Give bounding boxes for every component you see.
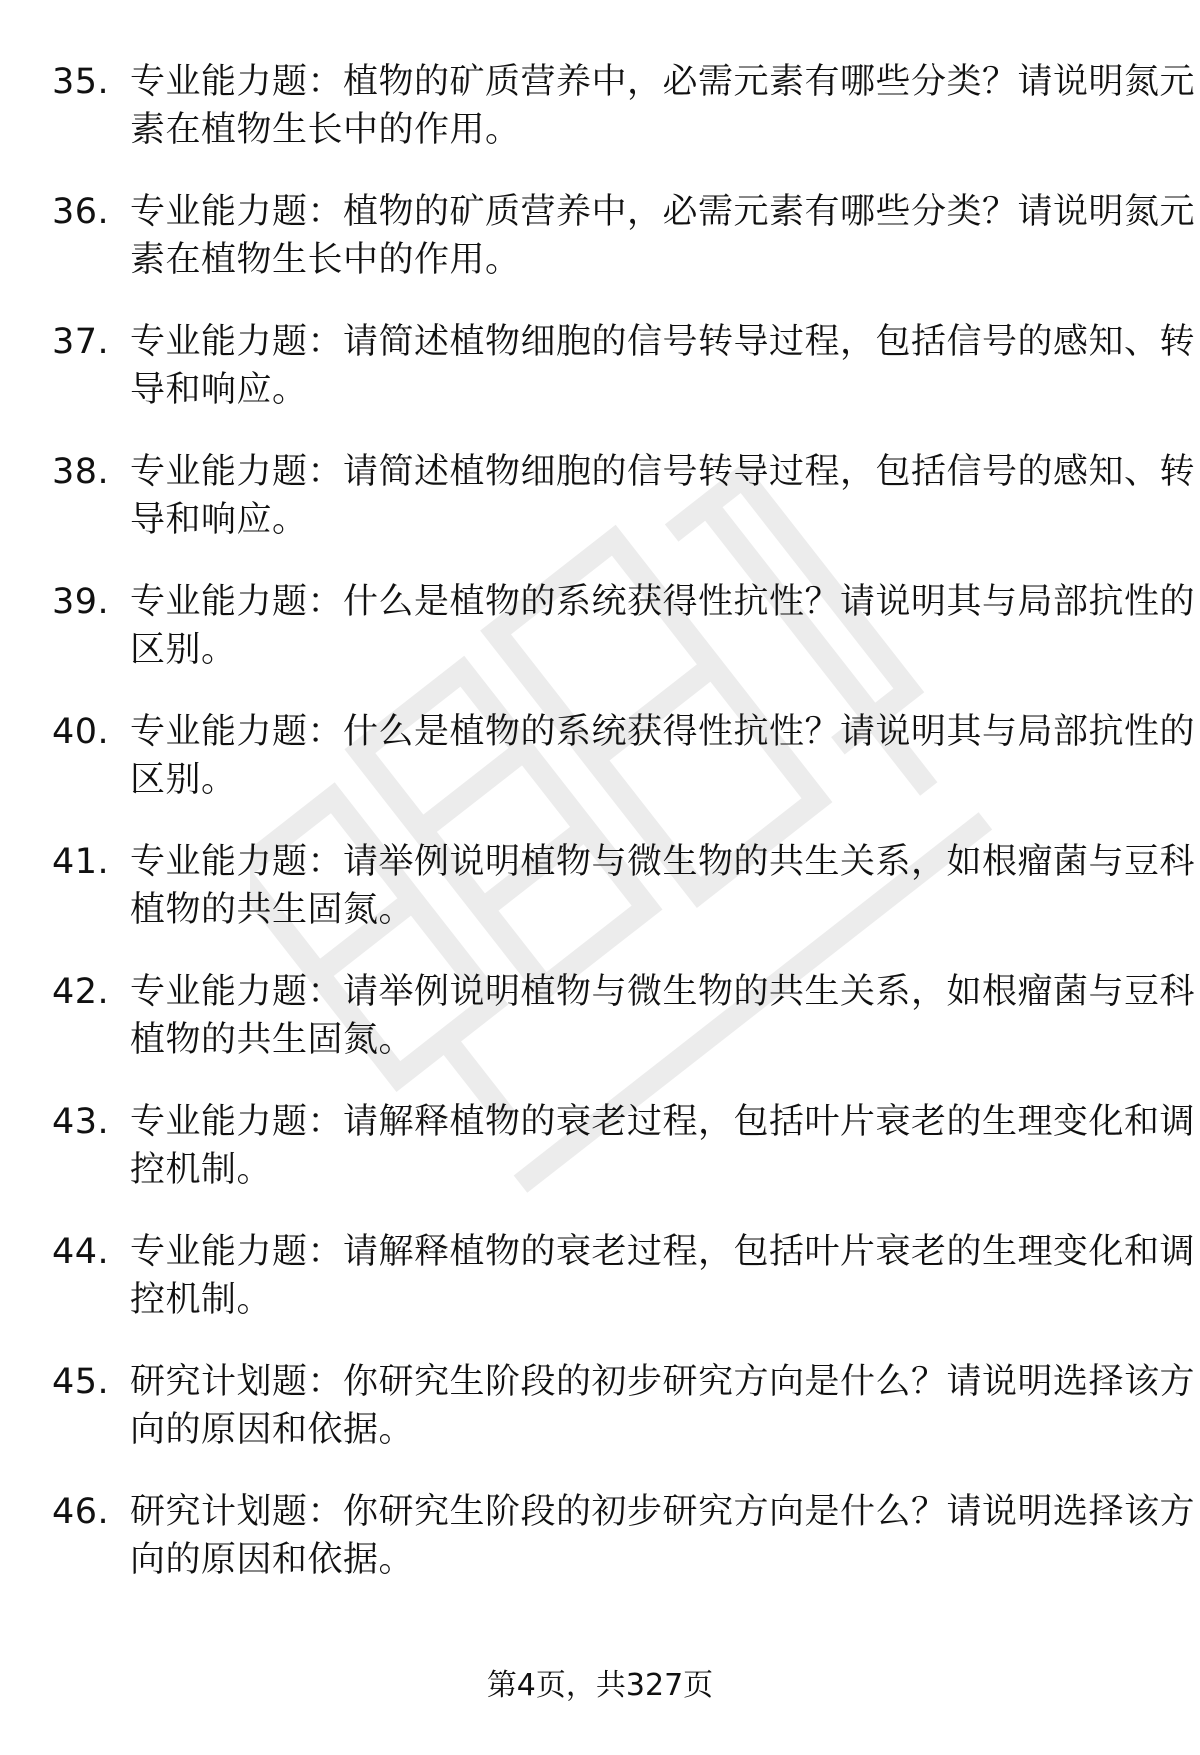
question-number: 39. xyxy=(52,582,110,622)
question-text: 专业能力题：请解释植物的衰老过程，包括叶片衰老的生理变化和调控机制。 xyxy=(130,1232,1196,1320)
page-number-label: 第4页，共327页 xyxy=(486,1668,714,1703)
question-text: 专业能力题：请解释植物的衰老过程，包括叶片衰老的生理变化和调控机制。 xyxy=(130,1102,1196,1190)
list-item xyxy=(52,1228,1200,1324)
list-item xyxy=(52,578,1200,674)
question-number: 38. xyxy=(52,452,110,492)
question-number: 43. xyxy=(52,1102,110,1142)
question-text: 专业能力题：什么是植物的系统获得性抗性？请说明其与局部抗性的区别。 xyxy=(130,582,1196,670)
list-item xyxy=(52,1488,1200,1584)
question-number: 42. xyxy=(52,972,110,1012)
list-item xyxy=(52,1358,1200,1454)
question-number: 36. xyxy=(52,192,110,232)
question-number: 44. xyxy=(52,1232,110,1272)
list-item xyxy=(52,1098,1200,1194)
question-number: 40. xyxy=(52,712,110,752)
list-item xyxy=(52,58,1200,154)
question-text: 专业能力题：请举例说明植物与微生物的共生关系，如根瘤菌与豆科植物的共生固氮。 xyxy=(130,972,1196,1060)
question-text: 专业能力题：植物的矿质营养中，必需元素有哪些分类？请说明氮元素在植物生长中的作用。 xyxy=(130,192,1196,280)
page-footer xyxy=(0,1660,1200,1704)
question-number: 45. xyxy=(52,1362,110,1402)
list-item xyxy=(52,968,1200,1064)
question-number: 46. xyxy=(52,1492,110,1532)
list-item xyxy=(52,708,1200,804)
list-item xyxy=(52,188,1200,284)
question-list xyxy=(52,58,1196,1618)
question-text: 专业能力题：请简述植物细胞的信号转导过程，包括信号的感知、转导和响应。 xyxy=(130,322,1196,410)
list-item xyxy=(52,318,1200,414)
question-text: 专业能力题：什么是植物的系统获得性抗性？请说明其与局部抗性的区别。 xyxy=(130,712,1196,800)
question-text: 专业能力题：植物的矿质营养中，必需元素有哪些分类？请说明氮元素在植物生长中的作用。 xyxy=(130,62,1196,150)
question-number: 41. xyxy=(52,842,110,882)
list-item xyxy=(52,448,1200,544)
question-text: 研究计划题：你研究生阶段的初步研究方向是什么？请说明选择该方向的原因和依据。 xyxy=(130,1492,1196,1580)
list-item xyxy=(52,838,1200,934)
question-text: 专业能力题：请简述植物细胞的信号转导过程，包括信号的感知、转导和响应。 xyxy=(130,452,1196,540)
question-text: 专业能力题：请举例说明植物与微生物的共生关系，如根瘤菌与豆科植物的共生固氮。 xyxy=(130,842,1196,930)
question-text: 研究计划题：你研究生阶段的初步研究方向是什么？请说明选择该方向的原因和依据。 xyxy=(130,1362,1196,1450)
question-number: 37. xyxy=(52,322,110,362)
question-number: 35. xyxy=(52,62,110,102)
